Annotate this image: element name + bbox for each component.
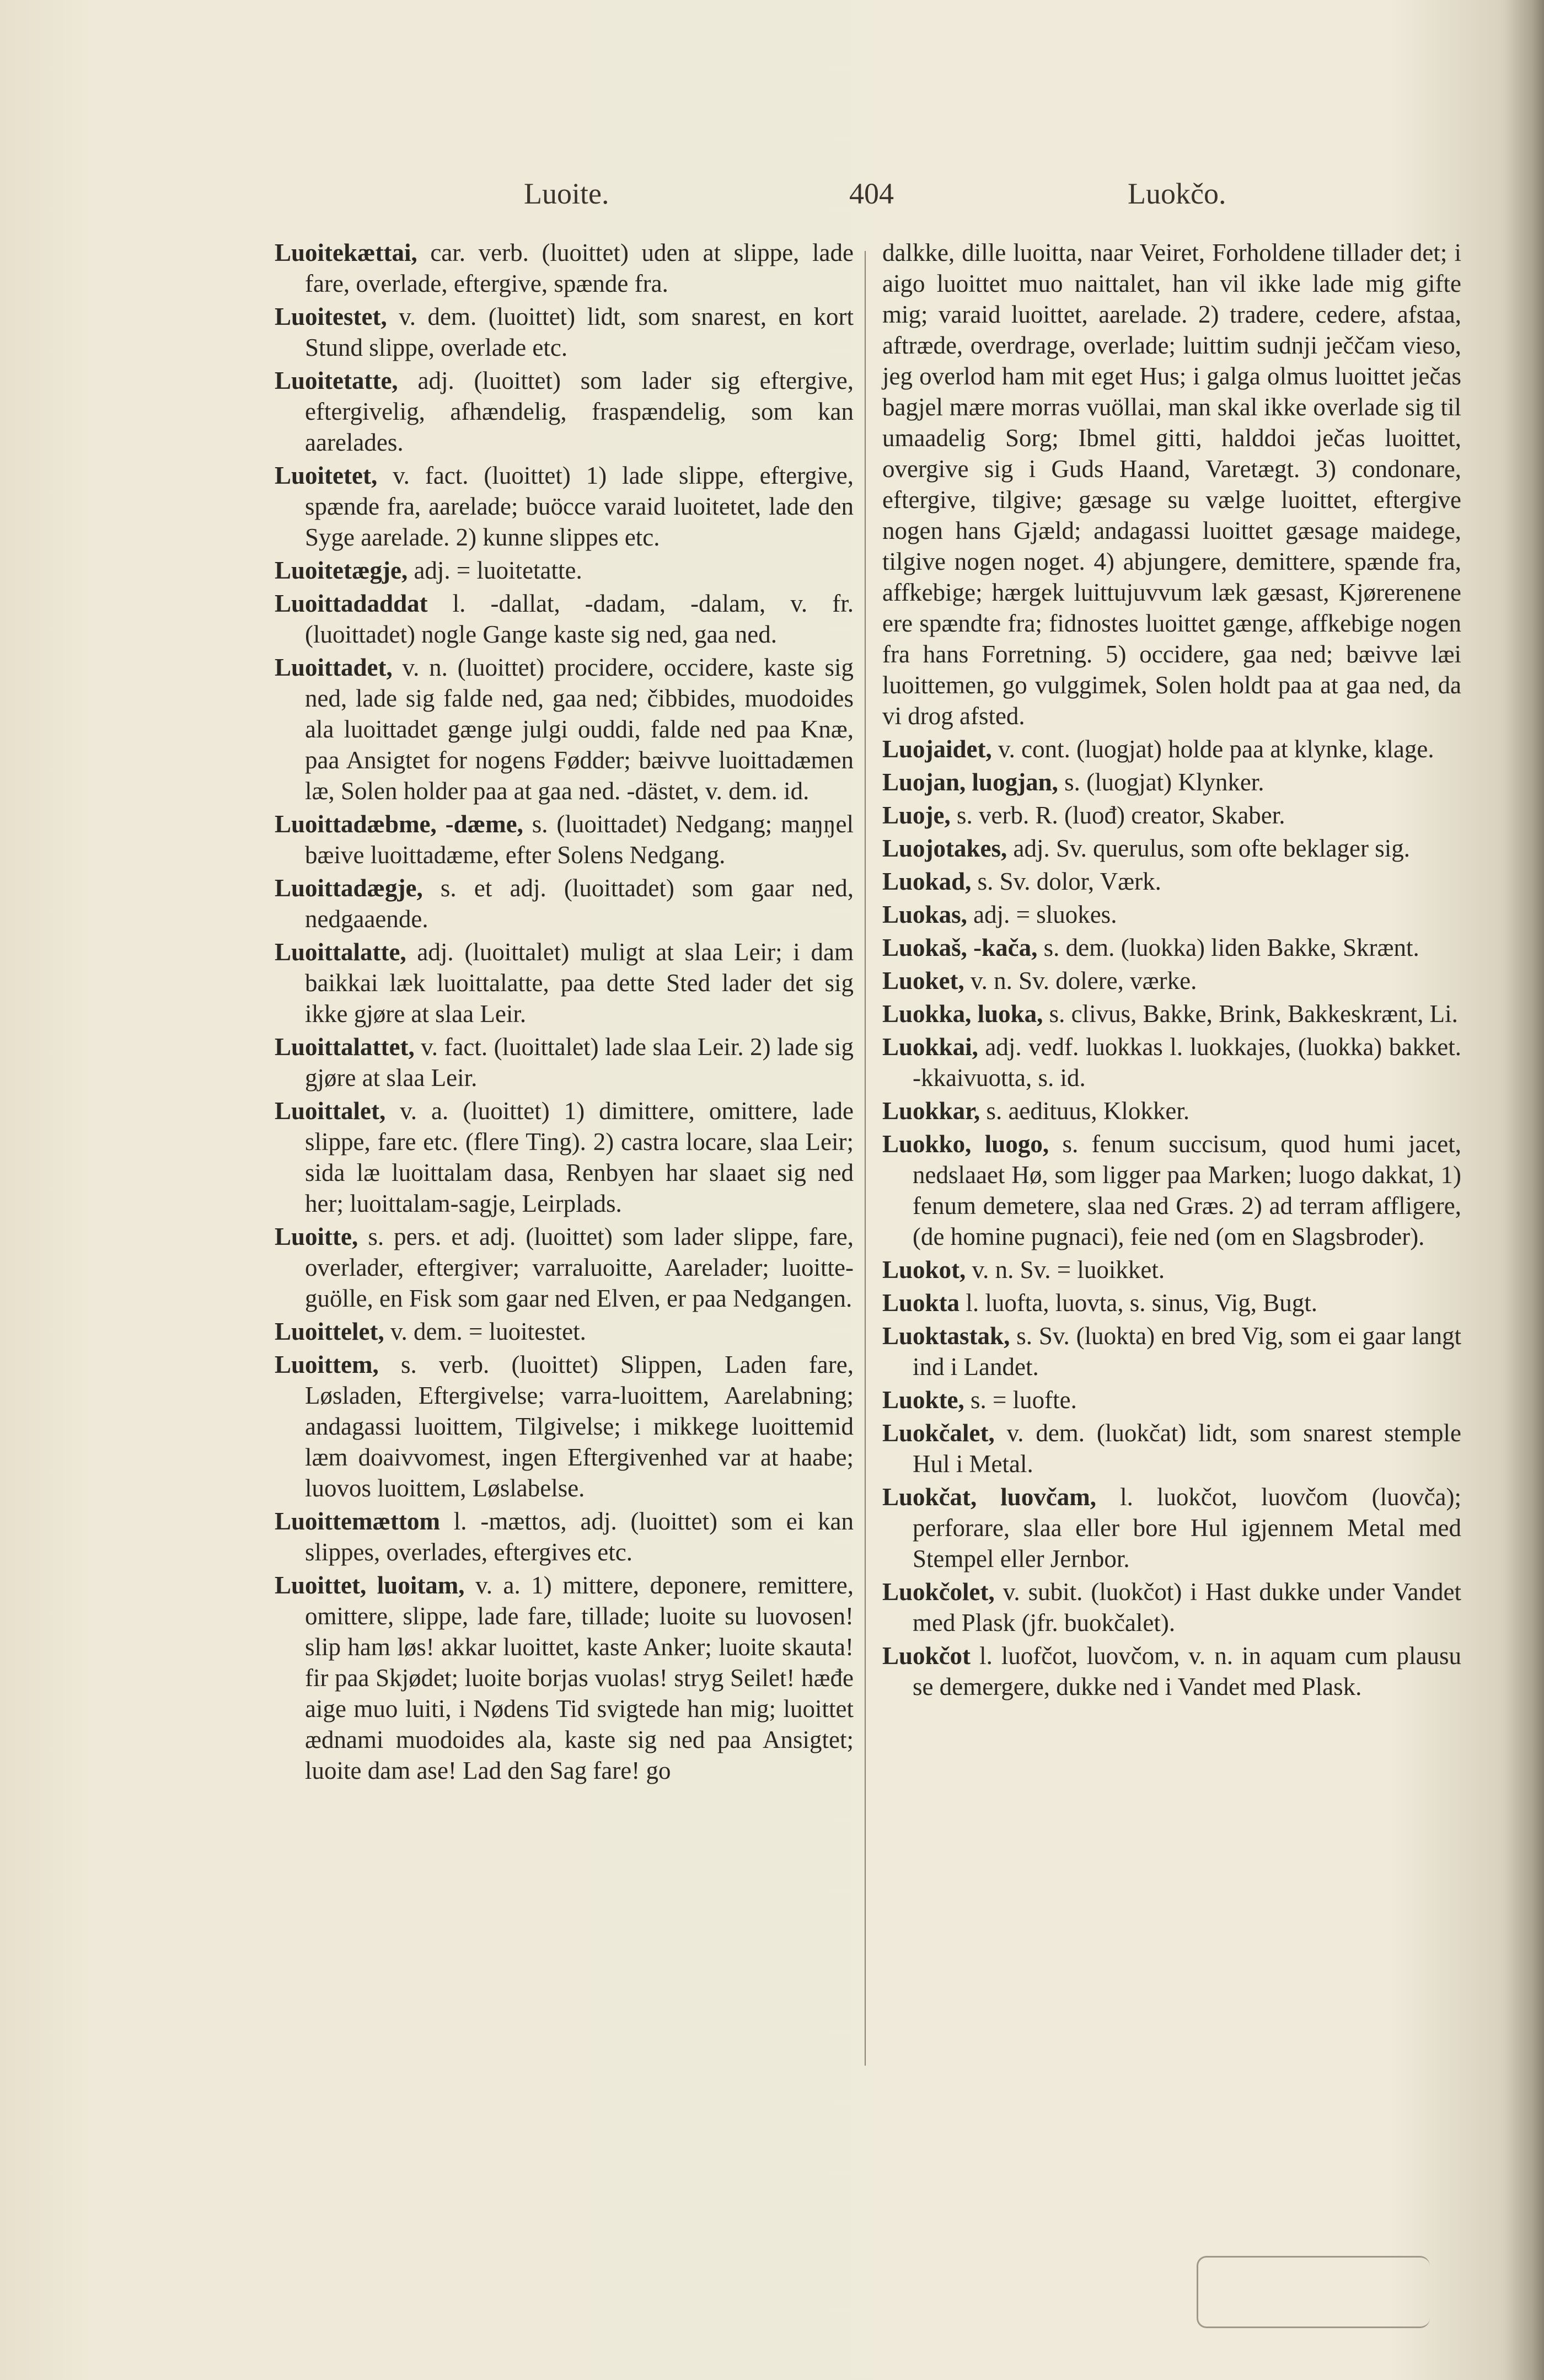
entry-definition: s. verb. R. (luođ) creator, Skaber. [950,801,1285,829]
dictionary-entry [275,1349,854,1504]
dictionary-entry [882,1129,1461,1252]
header-right-guideword: Luokčo. [1128,177,1226,210]
entry-headword: Luoitekættai, [275,239,417,266]
dictionary-entry [882,1640,1461,1702]
entry-headword: Luoittemættom [275,1507,440,1535]
entry-definition: s. dem. (luokka) liden Bakke, Skrænt. [1037,934,1419,961]
entry-headword: Luoktastak, [882,1322,1010,1350]
page-edge-shadow [1505,0,1544,2380]
dictionary-entry [275,1095,854,1219]
entry-definition: s. fenum succisum, quod humi jacet, nedslaaet Hø, som ligger paa Marken; luogo dakkat, 1) fenum demetere, slaa ned Græs. 2) ad terram affligere, (de homine pugnaci), feie ned (om en Slagsbroder). [913,1130,1461,1250]
entry-definition: v. dem. (luokčat) lidt, som snarest stemple Hul i Metal. [913,1419,1461,1478]
entry-definition: v. cont. (luogjat) holde paa at klynke, klage. [991,735,1434,763]
entry-headword: Luokčolet, [882,1578,995,1606]
entry-definition: v. fact. (luoittet) 1) lade slippe, eftergive, spænde fra, aarelade; buöcce varaid luoitetet, lade den Syge aarelade. 2) kunne slippes etc. [305,462,854,551]
entry-headword: Luokkar, [882,1097,980,1125]
entry-definition: s. verb. (luoittet) Slippen, Laden fare, Løsladen, Eftergivelse; varra-luoittem, Aarelabning; andagassi luoittem, Tilgivelse; i mikkege luoittemid læm doaivvomest, ingen Eftergivenhed var at haabe; luovos luoittem, Løslabelse. [305,1351,854,1502]
dictionary-entry [882,1287,1461,1318]
dictionary-entry [275,237,854,299]
dictionary-entry [882,1320,1461,1382]
entry-definition: s. (luogjat) Klynker. [1058,768,1264,796]
entry-definition: l. luofčot, luovčom, v. n. in aquam cum plausu se demergere, dukke ned i Vandet med Plask. [913,1642,1461,1700]
dictionary-entry [882,1095,1461,1126]
dictionary-entry [275,1316,854,1347]
entry-definition: s. (luoittadet) Nedgang; maŋŋel bæive luoittadæme, efter Solens Nedgang. [305,810,854,869]
dictionary-entry [882,800,1461,831]
dictionary-entry [275,555,854,586]
entry-headword: Luokka, luoka, [882,1000,1043,1028]
entry-definition: l. -mættos, adj. (luoittet) som ei kan slippes, overlades, eftergives etc. [305,1507,854,1566]
entry-headword: Luoitetægje, [275,557,408,584]
dictionary-entry [275,937,854,1029]
entry-headword: Luoittadaddat [275,590,428,617]
entry-definition: s. et adj. (luoittadet) som gaar ned, nedgaaende. [305,874,854,933]
entry-headword: Luojotakes, [882,835,1007,862]
dictionary-entry [882,734,1461,764]
dictionary-entry [275,1031,854,1093]
entry-definition: s. = luofte. [964,1386,1077,1414]
entry-headword: Luoitetatte, [275,367,398,394]
dictionary-entry [882,1031,1461,1093]
entry-headword: Luoitetet, [275,462,378,489]
entry-definition: s. aedituus, Klokker. [980,1097,1190,1125]
entry-definition: s. Sv. dolor, Værk. [971,868,1161,895]
entry-headword: Luoket, [882,967,964,994]
dictionary-entry [275,1506,854,1568]
entry-definition: v. fact. (luoittalet) lade slaa Leir. 2) lade sig gjøre at slaa Leir. [305,1033,854,1092]
entry-headword: Luojan, luogjan, [882,768,1058,796]
entry-headword: Luojaidet, [882,735,992,763]
entry-definition: car. verb. (luoittet) uden at slippe, lade fare, overlade, eftergive, spænde fra. [305,239,854,297]
dictionary-entry [882,1384,1461,1415]
entry-definition: v. n. (luoittet) procidere, occidere, kaste sig ned, lade sig falde ned, gaa ned; čibbides, muodoides ala luoittadet gænge julgi ouddi, falde ned paa Knæ, paa Ansigtet for nogens Fødder; bæivve luoittadæmen læ, Solen holder paa at gaa ned. -dästet, v. dem. id. [305,654,854,805]
entry-definition: v. n. Sv. dolere, værke. [964,967,1197,994]
entry-definition: s. Sv. (luokta) en bred Vig, som ei gaar langt ind i Landet. [913,1322,1461,1381]
dictionary-entry [275,652,854,806]
entry-headword: Luokčot [882,1642,971,1670]
entry-definition: adj. = luoitetatte. [408,557,582,584]
dictionary-entry [275,365,854,458]
entry-headword: Luokas, [882,901,967,928]
entry-headword: Luokko, luogo, [882,1130,1049,1158]
page-number: 404 [849,177,894,210]
dictionary-entry [275,809,854,870]
right-column [882,237,1461,1704]
entry-headword: Luoitte, [275,1223,358,1250]
dictionary-entry [882,1418,1461,1479]
entry-definition: adj. Sv. querulus, som ofte beklager sig. [1007,835,1410,862]
entry-headword: Luoittet, luoitam, [275,1571,465,1599]
left-column [275,237,854,1788]
entry-headword: Luokčat, luovčam, [882,1483,1097,1511]
entry-headword: Luoittadæbme, -dæme, [275,810,523,838]
entry-headword: Luoje, [882,801,951,829]
entry-definition: v. subit. (luokčot) i Hast dukke under Vandet med Plask (jfr. buokčalet). [913,1578,1461,1636]
dictionary-entry [882,767,1461,798]
dictionary-entry [882,833,1461,864]
entry-headword: Luoittadet, [275,654,393,681]
entry-definition: v. n. Sv. = luoikket. [966,1256,1165,1283]
dictionary-entry [275,873,854,934]
entry-definition: adj. (luoittet) som lader sig eftergive, eftergivelig, afhændelig, fraspændelig, som kan aarelades. [305,367,854,456]
dictionary-entry [275,460,854,553]
entry-definition: adj. (luoittalet) muligt at slaa Leir; i dam baikkai læk luoittalatte, paa dette Sted lader det sig ikke gjøre at slaa Leir. [305,938,854,1028]
entry-headword: Luoittalatte, [275,938,406,966]
entry-definition: v. dem. (luoittet) lidt, som snarest, en kort Stund slippe, overlade etc. [305,303,854,361]
dictionary-entry [882,998,1461,1029]
library-stamp-outline [1197,2256,1430,2328]
entry-headword: Luokte, [882,1386,964,1414]
dictionary-entry [882,965,1461,996]
entry-headword: Luokot, [882,1256,966,1283]
running-header [0,177,1544,221]
entry-headword: Luokad, [882,868,972,895]
entry-definition: dalkke, dille luoitta, naar Veiret, Forholdene tillader det; i aigo luoittet muo naittalet, han vil ikke lade mig gifte mig; varaid luoittet, aarelade. 2) tradere, cedere, afstaa, aftræde, overdrage, overlade; luittim sudnji ječčam vieso, jeg overlod ham mit eget Hus; i galga olmus luoittet ječas bagjel mære morras vuöllai, man skal ikke overlade sig til umaadelig Sorg; Ibmel gitti, halddoi ječas luoittet, overgive sig i Guds Haand, Varetægt. 3) condonare, eftergive, tilgive; gæsage su vælge luoittet, eftergive nogen hans Gjæld; andagassi luoittet gæsage maidege, tilgive nogen noget. 4) abjungere, demittere, spænde fra, affkebige; hærgek luittujuvvum læk gæsast, Kjørerenene ere spændte fra; fidnostes luoittet gænge, affkebige nogen fra hans Forretning. 5) occidere, gaa ned; bæivve læi luoittemen, go vulggimek, Solen holdt paa at gaa ned, da vi drog afsted. [882,239,1461,730]
entry-headword: Luokta [882,1289,960,1317]
entry-definition: l. -dallat, -dadam, -dalam, v. fr. (luoittadet) nogle Gange kaste sig ned, gaa ned. [305,590,854,648]
entry-headword: Luokkai, [882,1033,978,1061]
entry-headword: Luoittelet, [275,1318,384,1345]
entry-definition: adj. = sluokes. [967,901,1117,928]
dictionary-entry [275,588,854,650]
dictionary-entry [882,899,1461,930]
entry-headword: Luoittalattet, [275,1033,415,1061]
entry-definition: v. a. 1) mittere, deponere, remittere, omittere, slippe, lade fare, tillade; luoite su luovosen! slip ham løs! akkar luoittet, kaste Anker; luoite skauta! fir paa Skjødet; luoite borjas vuolas! stryg Seilet! hæđe aige muo luiti, i Nødens Tid svigtede han mig; luoittet ædnami muodoides ala, kaste sig ned paa Ansigtet; luoite dam ase! Lad den Sag fare! go [305,1571,854,1784]
entry-headword: Luokčalet, [882,1419,995,1447]
entry-definition: l. luofta, luovta, s. sinus, Vig, Bugt. [959,1289,1318,1317]
entry-headword: Luoitestet, [275,303,387,330]
entry-definition: l. luokčot, luovčom (luovča); perforare, slaa eller bore Hul igjennem Metal med Stempel eller Jernbor. [913,1483,1462,1573]
dictionary-entry [882,866,1461,897]
dictionary-entry [882,932,1461,963]
entry-definition: v. a. (luoittet) 1) dimittere, omittere, lade slippe, fare etc. (flere Ting). 2) castra locare, slaa Leir; sida læ luoittalam dasa, Renbyen har slaaet sig ned her; luoittalam-sagje, Leirplads. [305,1097,854,1217]
entry-headword: Luoittem, [275,1351,379,1378]
entry-definition: s. pers. et adj. (luoittet) som lader slippe, fare, overlader, eftergiver; varraluoitte, Aarelader; luoitte-guölle, en Fisk som gaar ned Elven, er paa Nedgangen. [305,1223,854,1312]
dictionary-entry [882,1576,1461,1638]
entry-definition: v. dem. = luoitestet. [384,1318,586,1345]
dictionary-entry [882,1482,1461,1574]
dictionary-entry [275,1570,854,1786]
dictionary-entry [275,1221,854,1314]
column-divider [865,251,866,2066]
entry-headword: Luoittalet, [275,1097,386,1125]
header-left-guideword: Luoite. [524,177,609,210]
dictionary-entry [882,1254,1461,1285]
entry-definition: adj. vedf. luokkas l. luokkajes, (luokka) bakket. -kkaivuotta, s. id. [913,1033,1461,1092]
dictionary-entry [882,237,1461,731]
entry-headword: Luokaš, -kača, [882,934,1038,961]
entry-headword: Luoittadægje, [275,874,423,902]
entry-definition: s. clivus, Bakke, Brink, Bakkeskrænt, Li. [1043,1000,1458,1028]
dictionary-entry [275,301,854,363]
